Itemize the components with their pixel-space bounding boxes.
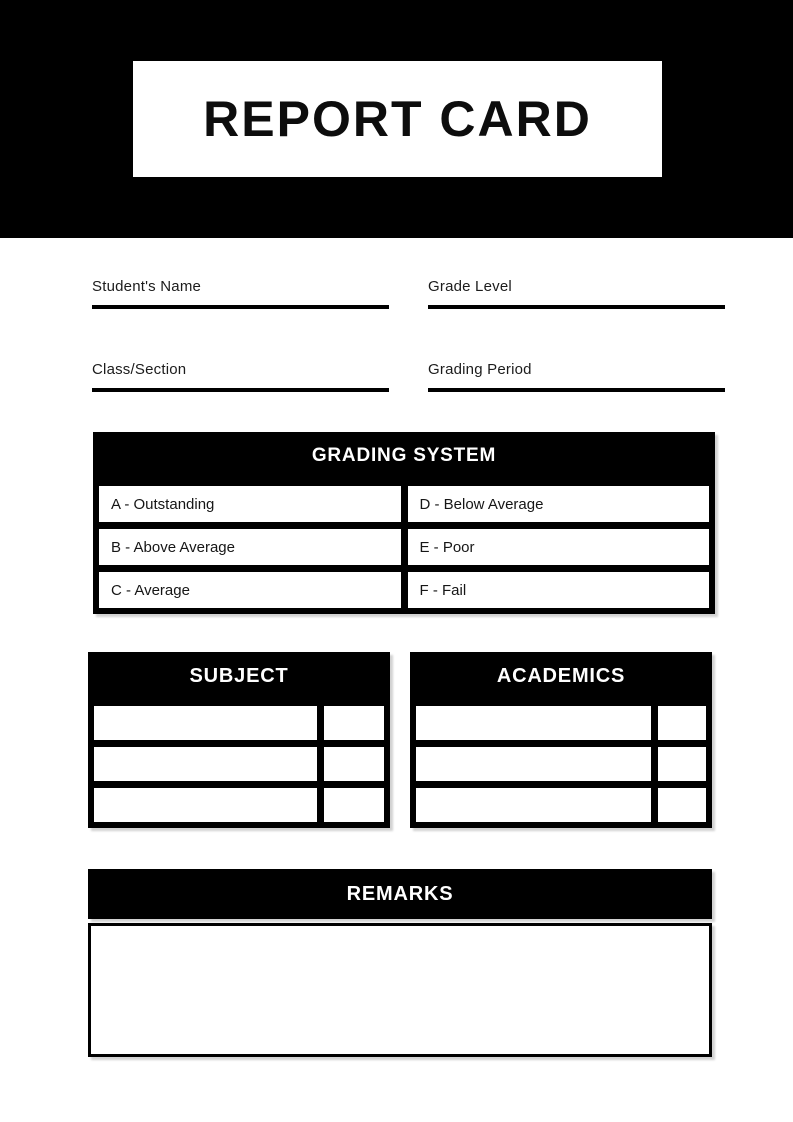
subject-row3-grade-cell[interactable] [323,787,385,823]
grade-level-input[interactable] [428,305,725,309]
field-grade-level [428,278,725,309]
subject-row2-grade-cell[interactable] [323,746,385,782]
grading-system-title: GRADING SYSTEM [93,432,715,480]
grade-cell-e: E - Poor [407,528,711,566]
remarks-title: REMARKS [88,869,712,919]
subject-row2-name-cell[interactable] [93,746,318,782]
subject-body [88,700,390,828]
subject-table [88,652,390,828]
grade-level-label: Grade Level [428,278,512,295]
grading-system-table [93,432,715,614]
page-title: REPORT CARD [203,91,592,147]
subject-row1-name-cell[interactable] [93,705,318,741]
subject-row1-grade-cell[interactable] [323,705,385,741]
academics-row3-grade-cell[interactable] [657,787,707,823]
grading-period-label: Grading Period [428,361,532,378]
academics-row2-name-cell[interactable] [415,746,652,782]
title-box [133,61,662,177]
field-class-section [92,361,389,392]
field-grading-period [428,361,725,392]
remarks-section [88,869,712,1057]
academics-row3-name-cell[interactable] [415,787,652,823]
grading-system-grid [93,480,715,614]
subject-row3-name-cell[interactable] [93,787,318,823]
student-name-label: Student's Name [92,278,202,295]
grade-cell-c: C - Average [98,571,402,609]
subject-title: SUBJECT [88,652,390,700]
academics-table [410,652,712,828]
academics-row1-grade-cell[interactable] [657,705,707,741]
class-section-label: Class/Section [92,361,187,378]
student-name-input[interactable] [92,305,389,309]
academics-row2-grade-cell[interactable] [657,746,707,782]
academics-body [410,700,712,828]
class-section-input[interactable] [92,388,389,392]
academics-row1-name-cell[interactable] [415,705,652,741]
hero-band [0,0,793,238]
grade-cell-f: F - Fail [407,571,711,609]
grading-period-input[interactable] [428,388,725,392]
grade-cell-a: A - Outstanding [98,485,402,523]
academics-title: ACADEMICS [410,652,712,700]
remarks-input[interactable] [88,923,712,1057]
grade-cell-d: D - Below Average [407,485,711,523]
field-student-name [92,278,389,309]
grade-cell-b: B - Above Average [98,528,402,566]
